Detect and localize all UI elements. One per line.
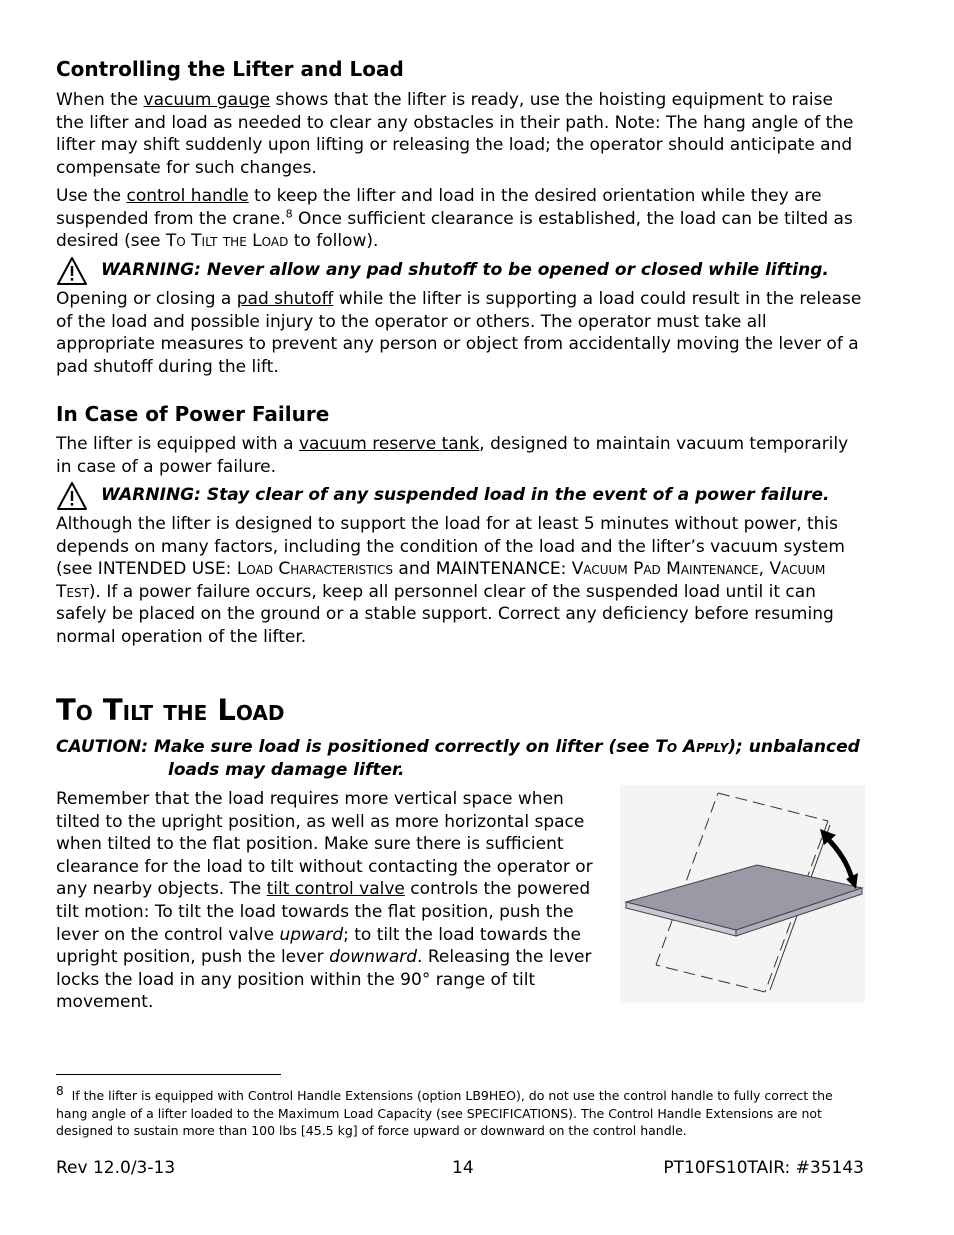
footnote-ref[interactable]: 8 xyxy=(285,206,293,220)
paragraph-power-1: The lifter is equipped with a vacuum reserve tank, designed to maintain vacuum temporarily in case of a power failure. xyxy=(56,434,849,477)
footer-revision: Rev 12.0/3-13 xyxy=(56,1158,176,1178)
pad-shutoff-link[interactable]: pad shutoff xyxy=(236,289,334,309)
paragraph-tilt: Remember that the load requires more vertical space when tilted to the upright position, as well as more horizontal space when tilted to the flat position. Make sure there is sufficient clearance for the load to tilt without contacting the operator or any nearby objects. The tilt control valve controls the powered tilt motion: To tilt the load towards the flat position, push the lever on the control valve upward; to tilt the load towards the upright position, push the lever downward. Releasing the lever locks the load in any position within the 90° range of tilt movement. xyxy=(56,789,593,1013)
paragraph-controlling-3: Opening or closing a pad shutoff while the lifter is supporting a load could result in the release of the load and possible injury to the operator or others. The operator must take all appropriate measures to prevent any person or object from accidentally moving the lever of a pad shutoff during the lift. xyxy=(56,289,862,377)
cross-ref-load-characteristics[interactable]: Load Characteristics xyxy=(236,559,393,580)
section-heading-power-failure: In Case of Power Failure xyxy=(56,402,330,426)
tilt-control-valve-link[interactable]: tilt control valve xyxy=(266,879,405,900)
cross-ref-to-apply[interactable]: To Apply xyxy=(655,737,729,757)
cross-ref-vacuum-test[interactable]: Vacuum Test xyxy=(56,559,826,602)
vacuum-gauge-link[interactable]: vacuum gauge xyxy=(143,90,271,110)
warning-icon xyxy=(56,256,88,290)
warning-pad-shutoff: WARNING: Never allow any pad shutoff to be opened or closed while lifting. xyxy=(101,260,829,280)
footnote-divider xyxy=(56,1074,281,1075)
warning-power-failure: WARNING: Stay clear of any suspended load in the event of a power failure. xyxy=(101,485,830,505)
section-heading-controlling: Controlling the Lifter and Load xyxy=(56,57,404,81)
cross-ref-vacuum-pad-maintenance[interactable]: Vacuum Pad Maintenance xyxy=(571,559,759,580)
page-number: 14 xyxy=(452,1158,474,1178)
caution-line-2: loads may damage lifter. xyxy=(168,760,405,780)
cross-ref-tilt[interactable]: To Tilt the Load xyxy=(165,231,289,252)
caution-line-1: CAUTION: Make sure load is positioned correctly on lifter (see To Apply); unbalanced xyxy=(56,737,860,757)
paragraph-power-2: Although the lifter is designed to support the load for at least 5 minutes without power, this depends on many factors, including the condition of the load and the lifter’s vacuum system (see INTENDED USE: Load Characteristics and MAINTENANCE: Vacuum Pad Maintenance, Vacuum Test). If a power failure occurs, keep all personnel clear of the suspended load until it can safely be placed on the ground or a stable support. Correct any deficiency before resuming normal operation of the lifter. xyxy=(56,514,845,647)
paragraph-controlling-2: Use the control handle to keep the lifter and load in the desired orientation while they are suspended from the crane.$^8$ Once sufficient clearance is established, the load can be tilted as desired (see To Tilt the Load to follow). xyxy=(56,186,853,252)
tilt-diagram xyxy=(620,785,865,1007)
warning-icon xyxy=(56,481,88,515)
footer-document-id: PT10FS10TAIR: #35143 xyxy=(663,1158,864,1178)
section-heading-tilt: To Tilt the Load xyxy=(56,693,285,727)
paragraph-controlling-1: When the vacuum gauge shows that the lifter is ready, use the hoisting equipment to raise the lifter and load as needed to clear any obstacles in their path. Note: The hang angle of the lifter may shift suddenly upon lifting or releasing the load; the operator should anticipate and compensate for such changes. xyxy=(56,90,854,178)
vacuum-reserve-tank-link[interactable]: vacuum reserve tank xyxy=(298,434,480,454)
footnote: $^8$ If the lifter is equipped with Control Handle Extensions (option LB9HEO), do not use the control handle to fully correct the hang angle of a lifter loaded to the Maximum Load Capacity (see SPECIFICATIONS). The Control Handle Extensions are not designed to sustain more than 100 lbs [45.5 kg] of force upward or downward on the control handle. xyxy=(56,1083,833,1138)
control-handle-link[interactable]: control handle xyxy=(126,186,249,206)
